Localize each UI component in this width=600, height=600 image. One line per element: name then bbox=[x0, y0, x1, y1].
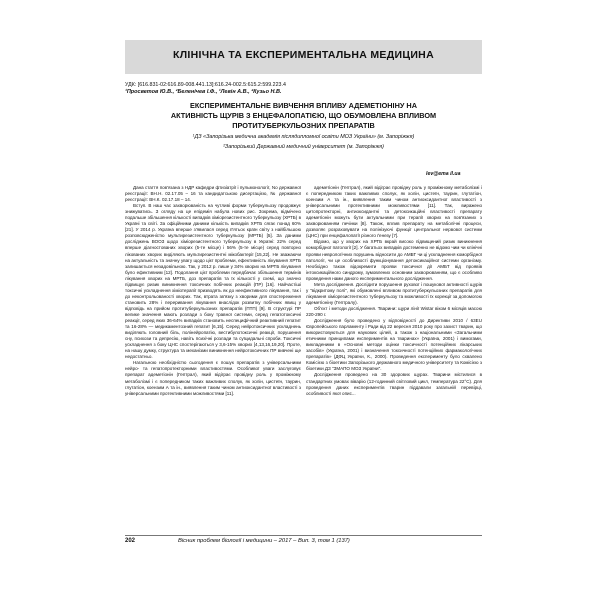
page-number: 202 bbox=[125, 538, 136, 544]
right-column bbox=[306, 185, 482, 397]
title-line: АКТИВНІСТЬ ЩУРІВ З ЕНЦЕФАЛОПАТІЄЮ, ЩО ОБУМОВЛЕНА ВПЛИВОМ bbox=[170, 111, 437, 121]
paragraph: Вступ. В наш час захворюваність на чутливі форми туберкульозу продовжує знижуватись. З огляду на це епідемія набула нових рис. Зокрема, відмічено подальше збільшення кількості випадків хіміорезистентного туберкульозу (ХРТБ) в Україні та світі. За офіційними даними кількість випадків ХРТБ сягає понад 60% [21]. У 2014 р. Україна вперше з'явилася серед п'ятьох країн світу з найбільшою розповсюдженістю мультирезистентного туберкульозу (МРТБ) [5]. За даними досліджень ВООЗ щодо хіміорезистентного туберкульозу в Україні: 22% серед вперше діагностованих хворих (5-те місце) і 56% (5-те місце) серед повторно лікованих хворих виділяють мультирезистентні мікобактерії [15,22]. Не зважаючи на актуальність та значну увагу щодо цієї проблеми, ефективність лікування ХРТБ залишається незадовільною. Так, у 2012 р. лише у 34% хворих на МРТБ лікування було ефективним [12]. Подолання цієї проблеми передбачає збільшення термінів лікування хворих на МРТБ, доз препаратів та їх кількості у схемі, що значно підвищує ризик виникнення токсичних побічних реакцій (ПР) [16]. Найчастіші токсичні ускладнення хіміотерапії призводять як до неефективного лікування, так і до неконтрольованості хворих. Так, втрата зв'язку з хворими для спостереження становить 28% і переривання лікування внаслідок розвитку побічних явищ у відповідь на прийом протитуберкульозних препаратів (ПТП) [9]. В структурі ПР велике значення мають розлади з боку травної системи, серед гепатотоксичні реакції, серед яких 36-64% випадків становить неспецифічний реактивний гепатит та 16-28% — медикаментозний гепатит [6,15]. Серед нейротоксичних ускладнень виділяють головний біль, полінейропатію, вестибулотоксичні реакції, порушення сну, психози та депресію, навіть психічні розлади та суїцидальні спроби. Токсичні ускладнення з боку ЦНС спостерігаються у 3,6-15% хворих [4,13,16,19,20]. Проте, на нашу думку, структура та механізми виникнення нейротоксичних ПР вивчені ще недостатньо. bbox=[125, 203, 301, 360]
paragraph: Відомо, що у хворих на ХРТБ вкрай високо підвищений ризик виникнення коморбідної патології [2]. У багатьох випадків достеменно не відомо чим чи клінічні прояви неврологічних порушень відносити до АМБТ чи ці ускладнення коморбідної патології, чи це особливості функціонування детоксикаційної системи організму. Необхідно також відокремити прояви токсичної дії АМБТ від проявів інтоксикаційного синдрому, зумовлених основним захворюванням, що є особливо проведення нами даного експериментального дослідження. bbox=[306, 239, 482, 281]
affiliation-2: ²Запорізький Державний медичний університет (м. Запоріжжя) bbox=[223, 144, 384, 150]
udc-code: УДК: [616.831-02:616.89-008.441.13]:616.24-002.5:615.2:599.223.4 bbox=[125, 82, 286, 88]
title-line: ПРОТИТУБЕРКУЛЬОЗНИХ ПРЕПАРАТІВ bbox=[232, 121, 375, 131]
paragraph: Об'єкт і методи дослідження. Тварини: щури лінії Wistar віком 6 місяців масою 220-290 г. bbox=[306, 305, 482, 317]
contact-email[interactable]: lev@ema il.ua bbox=[426, 171, 461, 177]
journal-citation: Вісник проблем біології і медицини – 2017 – Вип. 3, том 1 (137) bbox=[178, 538, 350, 544]
paragraph: Дослідження було проведено у відповідності до Директиви 2010 / 63EU Європейського парламенту і Ради від 22 вересня 2010 року про захист тварин, що використовуються для наукових цілей, а також з національними «Загальними етичними принципами експериментів на тваринах» (Україна, 2001) і вимогами, викладеними в «Основні методи оцінки токсичності потенційних лікарських засобів» (Україна, 2001) і визначення токсичності потенційних фармакологічних препаратів» (ДФЦ України, К., 2000). Проведення експерименту було схвалено Комісією з біоетики Запорізького державного медичного університету та Комісією з біоетики ДЗ "ЗМАПО МОЗ України". bbox=[306, 318, 482, 372]
author-list: ¹Просветов Ю.В., ²Беленічев І.Ф., ¹Левін А.В., ²Кузьо Н.В. bbox=[125, 89, 282, 95]
paragraph: Мета дослідження. Дослідити порушення рухової і пошукової активності щурів у "відкритому полі", які обумовлені впливом протитуберкульозних препаратів для лікування хіміорезистентного туберкульозу та можливості їх корекції за допомогою адеметіоніну (Гептралу). bbox=[306, 281, 482, 305]
section-title: КЛІНІЧНА ТА ЕКСПЕРИМЕНТАЛЬНА МЕДИЦИНА bbox=[173, 49, 434, 61]
left-column bbox=[125, 185, 301, 397]
article-title bbox=[125, 101, 482, 132]
footer-divider bbox=[125, 535, 482, 536]
paragraph: адеметіонін (Гептрал), який відіграє провідну роль у проміжному метаболізмі і є попередником таких важливих сполук, як холін, цистеїн, таурин, глутатіон, коензим А та ін., виявлення таким чином антиоксидантної властивості з універсальними протективними можливостями [11]. Так, виражено цитопротекторні, антиоксидантні та детоксикаційні властивості препарату адеметіонін можуть бути актуальними при терапії хворих на пов'язаних з захворюванням печінки [8]. Також, вплив препарату на метаболічні процеси, дозволяє розраховувати на полінізуючі функції центральної нервової системи (ЦНС) при енцефалопатії різного ґенезу [7]. bbox=[306, 185, 482, 239]
paragraph: Дослідження проведено на 30 здорових щурах. Тварини містилися в стандартних умовах віварію (12-годинний світловий цикл, температура 22°C). Для проведення даних експериментів тварин піддавали загальній перевірці, особливості якої опис... bbox=[306, 372, 482, 396]
paragraph: Нагальною необхідністю сьогодення є пошук препаратів з універсальними нейро- та гепатопротекторними властивостями. Особливої уваги заслуговує препарат адеметіонін (Гептрал), який відіграє провідну роль у проміжному метаболізмі і є попередником таких важливих сполук, як холін, цистеїн, таурин, глутатіон, коензим А та ін., виявлення таким чином антиоксидантної властивості з універсальними протективними можливостями [11]. bbox=[125, 360, 301, 396]
paragraph: Дана стаття пов'язана з НДР кафедри фтизіатрії і пульмонології, No державної реєстрації: ВН.Н. 02.17.05 – 16 та кандидатською дисертацією, № державної реєстрації: ВН.К. 02.17.18 – 14. bbox=[125, 185, 301, 203]
title-line: ЕКСПЕРИМЕНТАЛЬНЕ ВИВЧЕННЯ ВПЛИВУ АДЕМЕТІОНІНУ НА bbox=[190, 101, 417, 110]
affiliation-1: ¹ДЗ «Запорізька медична академія післядипломної освіти МОЗ України» (м. Запоріжжя) bbox=[192, 134, 415, 140]
